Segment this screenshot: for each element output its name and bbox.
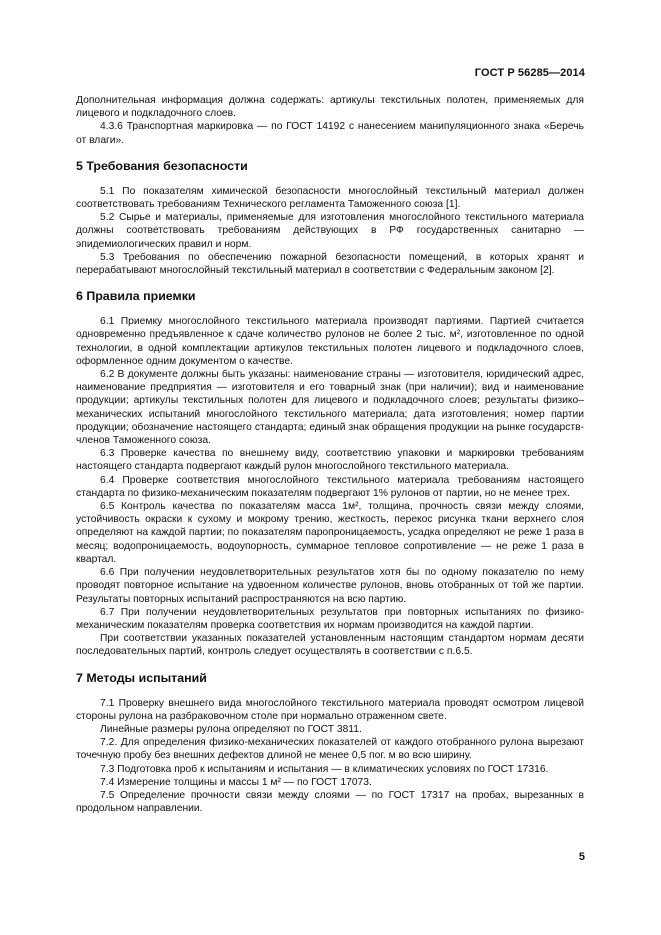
paragraph: 5.3 Требования по обеспечению пожарной безопасности помещений, в которых хранят и перерабатывают многослойный текстильный материал в соответствии с Федеральным законом [2]. <box>76 251 584 277</box>
paragraph: 7.2. Для определения физико-механических показателей от каждого отобранного рулона вырезают точечную пробу без внешних дефектов длиной не менее 0,5 пог. м во всю ширину. <box>76 737 584 762</box>
page-content <box>76 94 584 815</box>
paragraph: Дополнительная информация должна содержать: артикулы текстильных полотен, применяемых для лицевого и подкладочного слоев. <box>76 95 584 120</box>
paragraph: 6.4 Проверке соответствия многослойного текстильного материала требованиям настоящего стандарта по физико-механическим показателям подвергают 1% рулонов от партии, но не менее трех. <box>76 474 584 499</box>
paragraph: 5.1 По показателям химической безопасности многослойный текстильный материал должен соответствовать требованиям Технического регламента Таможенного союза [1]. <box>76 185 584 211</box>
section-7-heading: 7 Методы испытаний <box>76 670 207 685</box>
paragraph: 7.4 Измерение толщины и массы 1 м² — по ГОСТ 17073. <box>100 776 372 788</box>
page-number: 5 <box>578 851 585 863</box>
paragraph: 6.5 Контроль качества по показателям масса 1м², толщина, прочность связи между слоями, устойчивость окраски к сухому и мокрому трению, жесткость, перекос рисунка ткани верхнего слоя определяют на каждой партии; по показателям паропроницаемость, усадка определяют не реже 1 раза в месяц; водопроницаемость, водоупорность, суммарное тепловое сопротивление — не реже 1 раза в квартал. <box>76 501 584 565</box>
paragraph: 7.5 Определение прочности связи между слоями — по ГОСТ 17317 на пробах, вырезанных в продольном направлении. <box>76 789 584 815</box>
paragraph: 6.3 Проверке качества по внешнему виду, соответствию упаковки и маркировки требованиям настоящего стандарта подвергают каждый рулон многослойного текстильного материала. <box>76 448 584 473</box>
paragraph: 6.6 При получении неудовлетворительных результатов хотя бы по одному показателю по нему проводят повторное испытание на удвоенном количестве рулонов, вновь отобранных от той же партии. Результаты повторных испытаний распространяются на всю партию. <box>76 567 584 605</box>
paragraph: 7.1 Проверку внешнего вида многослойного текстильного материала проводят осмотром лицевой стороны рулона на разбраковочном столе при нормально отраженном свете. <box>76 697 584 722</box>
paragraph: 7.3 Подготовка проб к испытаниям и испытания — в климатических условиях по ГОСТ 17316. <box>100 763 549 775</box>
paragraph: Линейные размеры рулона определяют по ГОСТ 3811. <box>100 723 362 735</box>
section-5-heading: 5 Требования безопасности <box>76 158 248 173</box>
document-code: ГОСТ Р 56285—2014 <box>474 67 585 79</box>
section-6-heading: 6 Правила приемки <box>76 289 196 304</box>
paragraph: 4.3.6 Транспортная маркировка — по ГОСТ 14192 с нанесением манипуляционного знака «Беречь от влаги». <box>76 121 584 146</box>
paragraph: 6.7 При получении неудовлетворительных результатов при повторных испытаниях по физико-механическим показателям проверка соответствия их нормам производится на каждой партии. <box>76 606 584 631</box>
paragraph: 5.2 Сырье и материалы, применяемые для изготовления многослойного текстильного материала должны соответствовать требованиям действующих в РФ государственных санитарно — эпидемиологических правил и норм. <box>76 212 584 250</box>
paragraph: 6.1 Приемку многослойного текстильного материала производят партиями. Партией считается одновременно предъявленное к сдаче количество рулонов не более 2 тыс. м², изготовленное по одной технологии, в одной комплектации артикулов текстильных полотен лицевого и подкладочного слоев, оформленное одним документом о качестве. <box>76 316 584 367</box>
paragraph: 6.2 В документе должны быть указаны: наименование страны — изготовителя, юридический адрес, наименование предприятия — изготовителя и его товарный знак (при наличии); вид и наименование продукции; артикулы текстильных полотен для лицевого и подкладочного слоев; результаты физико–механических испытаний многослойного текстильного материала; дата изготовления; номер партии продукции; обозначение настоящего стандарта; единый знак обращения продукции на рынке государств-членов Таможенного союза. <box>76 369 584 447</box>
paragraph: При соответствии указанных показателей установленным настоящим стандартом нормам десяти последовательных партий, контроль следует осуществлять в соответствии с п.6.5. <box>76 633 584 658</box>
